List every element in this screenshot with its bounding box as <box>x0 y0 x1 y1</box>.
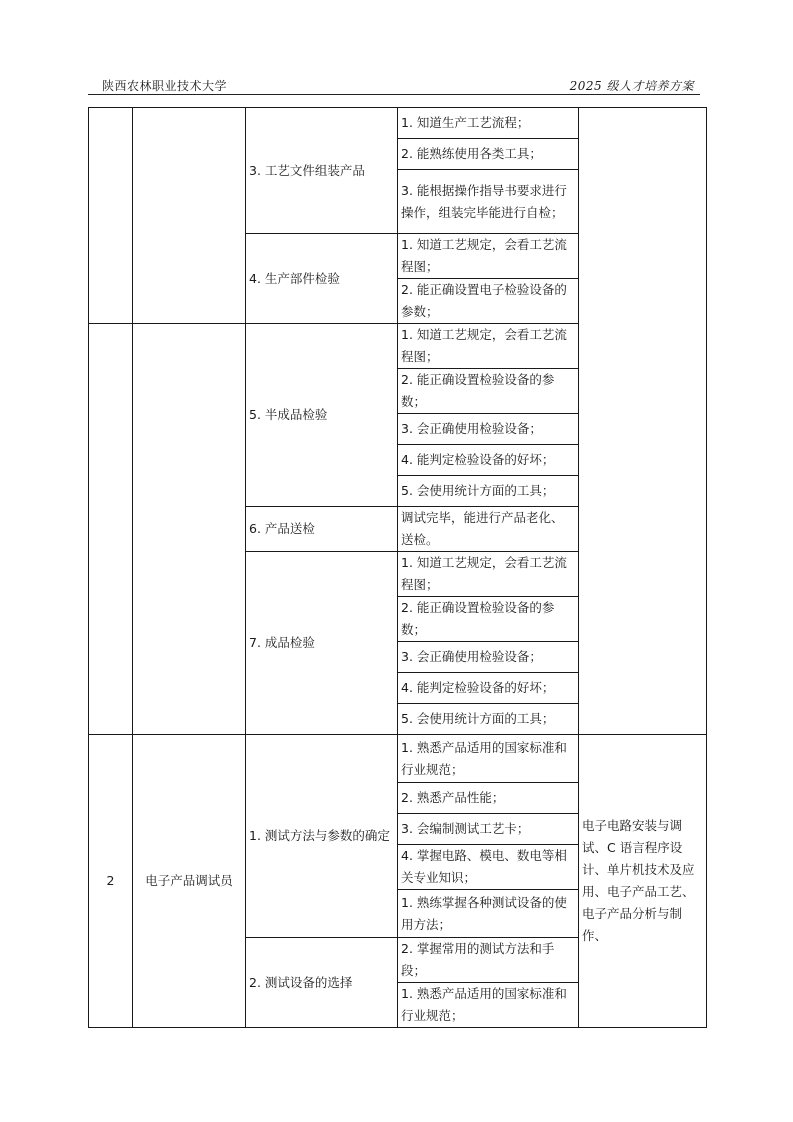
task-cell: 7. 成品检验 <box>246 552 398 735</box>
row-number-cell <box>89 324 133 735</box>
job-ability-table <box>88 107 707 1028</box>
task-cell: 5. 半成品检验 <box>246 324 398 507</box>
requirement-cell: 4. 掌握电路、模电、数电等相关专业知识； <box>398 845 579 890</box>
requirement-cell: 调试完毕，能进行产品老化、送检。 <box>398 507 579 552</box>
page-header <box>88 76 700 95</box>
table-row <box>89 735 707 783</box>
requirement-cell: 3. 会正确使用检验设备； <box>398 414 579 445</box>
row-number-cell: 2 <box>89 735 133 1028</box>
task-cell: 3. 工艺文件组装产品 <box>246 108 398 234</box>
requirement-cell: 1. 熟悉产品适用的国家标准和行业规范； <box>398 735 579 783</box>
requirement-cell: 5. 会使用统计方面的工具； <box>398 476 579 507</box>
requirement-cell: 2. 能正确设置检验设备的参数； <box>398 369 579 414</box>
requirement-cell: 4. 能判定检验设备的好坏； <box>398 673 579 704</box>
school-name: 陕西农林职业技术大学 <box>102 79 228 93</box>
requirement-cell: 1. 熟练掌握各种测试设备的使用方法； <box>398 890 579 938</box>
requirement-cell: 2. 熟悉产品性能； <box>398 783 579 814</box>
document-title: 2025 级人才培养方案 <box>569 79 694 93</box>
requirement-cell: 1. 知道工艺规定，会看工艺流程图； <box>398 552 579 597</box>
course-cell <box>579 108 707 735</box>
requirement-cell: 2. 掌握常用的测试方法和手段； <box>398 938 579 983</box>
role-cell <box>133 324 246 735</box>
requirement-cell: 2. 能熟练使用各类工具； <box>398 139 579 170</box>
table-row <box>89 108 707 139</box>
task-cell: 4. 生产部件检验 <box>246 234 398 324</box>
requirement-cell: 3. 会正确使用检验设备； <box>398 642 579 673</box>
course-cell: 电子电路安装与调试、C 语言程序设计、单片机技术及应用、电子产品工艺、电子产品分析与制作、 <box>579 735 707 1028</box>
role-cell <box>133 108 246 324</box>
task-cell: 6. 产品送检 <box>246 507 398 552</box>
requirement-cell: 2. 能正确设置检验设备的参数； <box>398 597 579 642</box>
requirement-cell: 5. 会使用统计方面的工具； <box>398 704 579 735</box>
role-cell: 电子产品调试员 <box>133 735 246 1028</box>
requirement-cell: 1. 知道工艺规定，会看工艺流程图； <box>398 324 579 369</box>
requirement-cell: 3. 能根据操作指导书要求进行操作，组装完毕能进行自检； <box>398 170 579 234</box>
requirement-cell: 4. 能判定检验设备的好坏； <box>398 445 579 476</box>
task-cell: 1. 测试方法与参数的确定 <box>246 735 398 938</box>
requirement-cell: 3. 会编制测试工艺卡； <box>398 814 579 845</box>
requirement-cell: 2. 能正确设置电子检验设备的参数； <box>398 279 579 324</box>
requirement-cell: 1. 知道生产工艺流程； <box>398 108 579 139</box>
task-cell: 2. 测试设备的选择 <box>246 938 398 1028</box>
requirement-cell: 1. 知道工艺规定，会看工艺流程图； <box>398 234 579 279</box>
row-number-cell <box>89 108 133 324</box>
requirement-cell: 1. 熟悉产品适用的国家标准和行业规范； <box>398 983 579 1028</box>
